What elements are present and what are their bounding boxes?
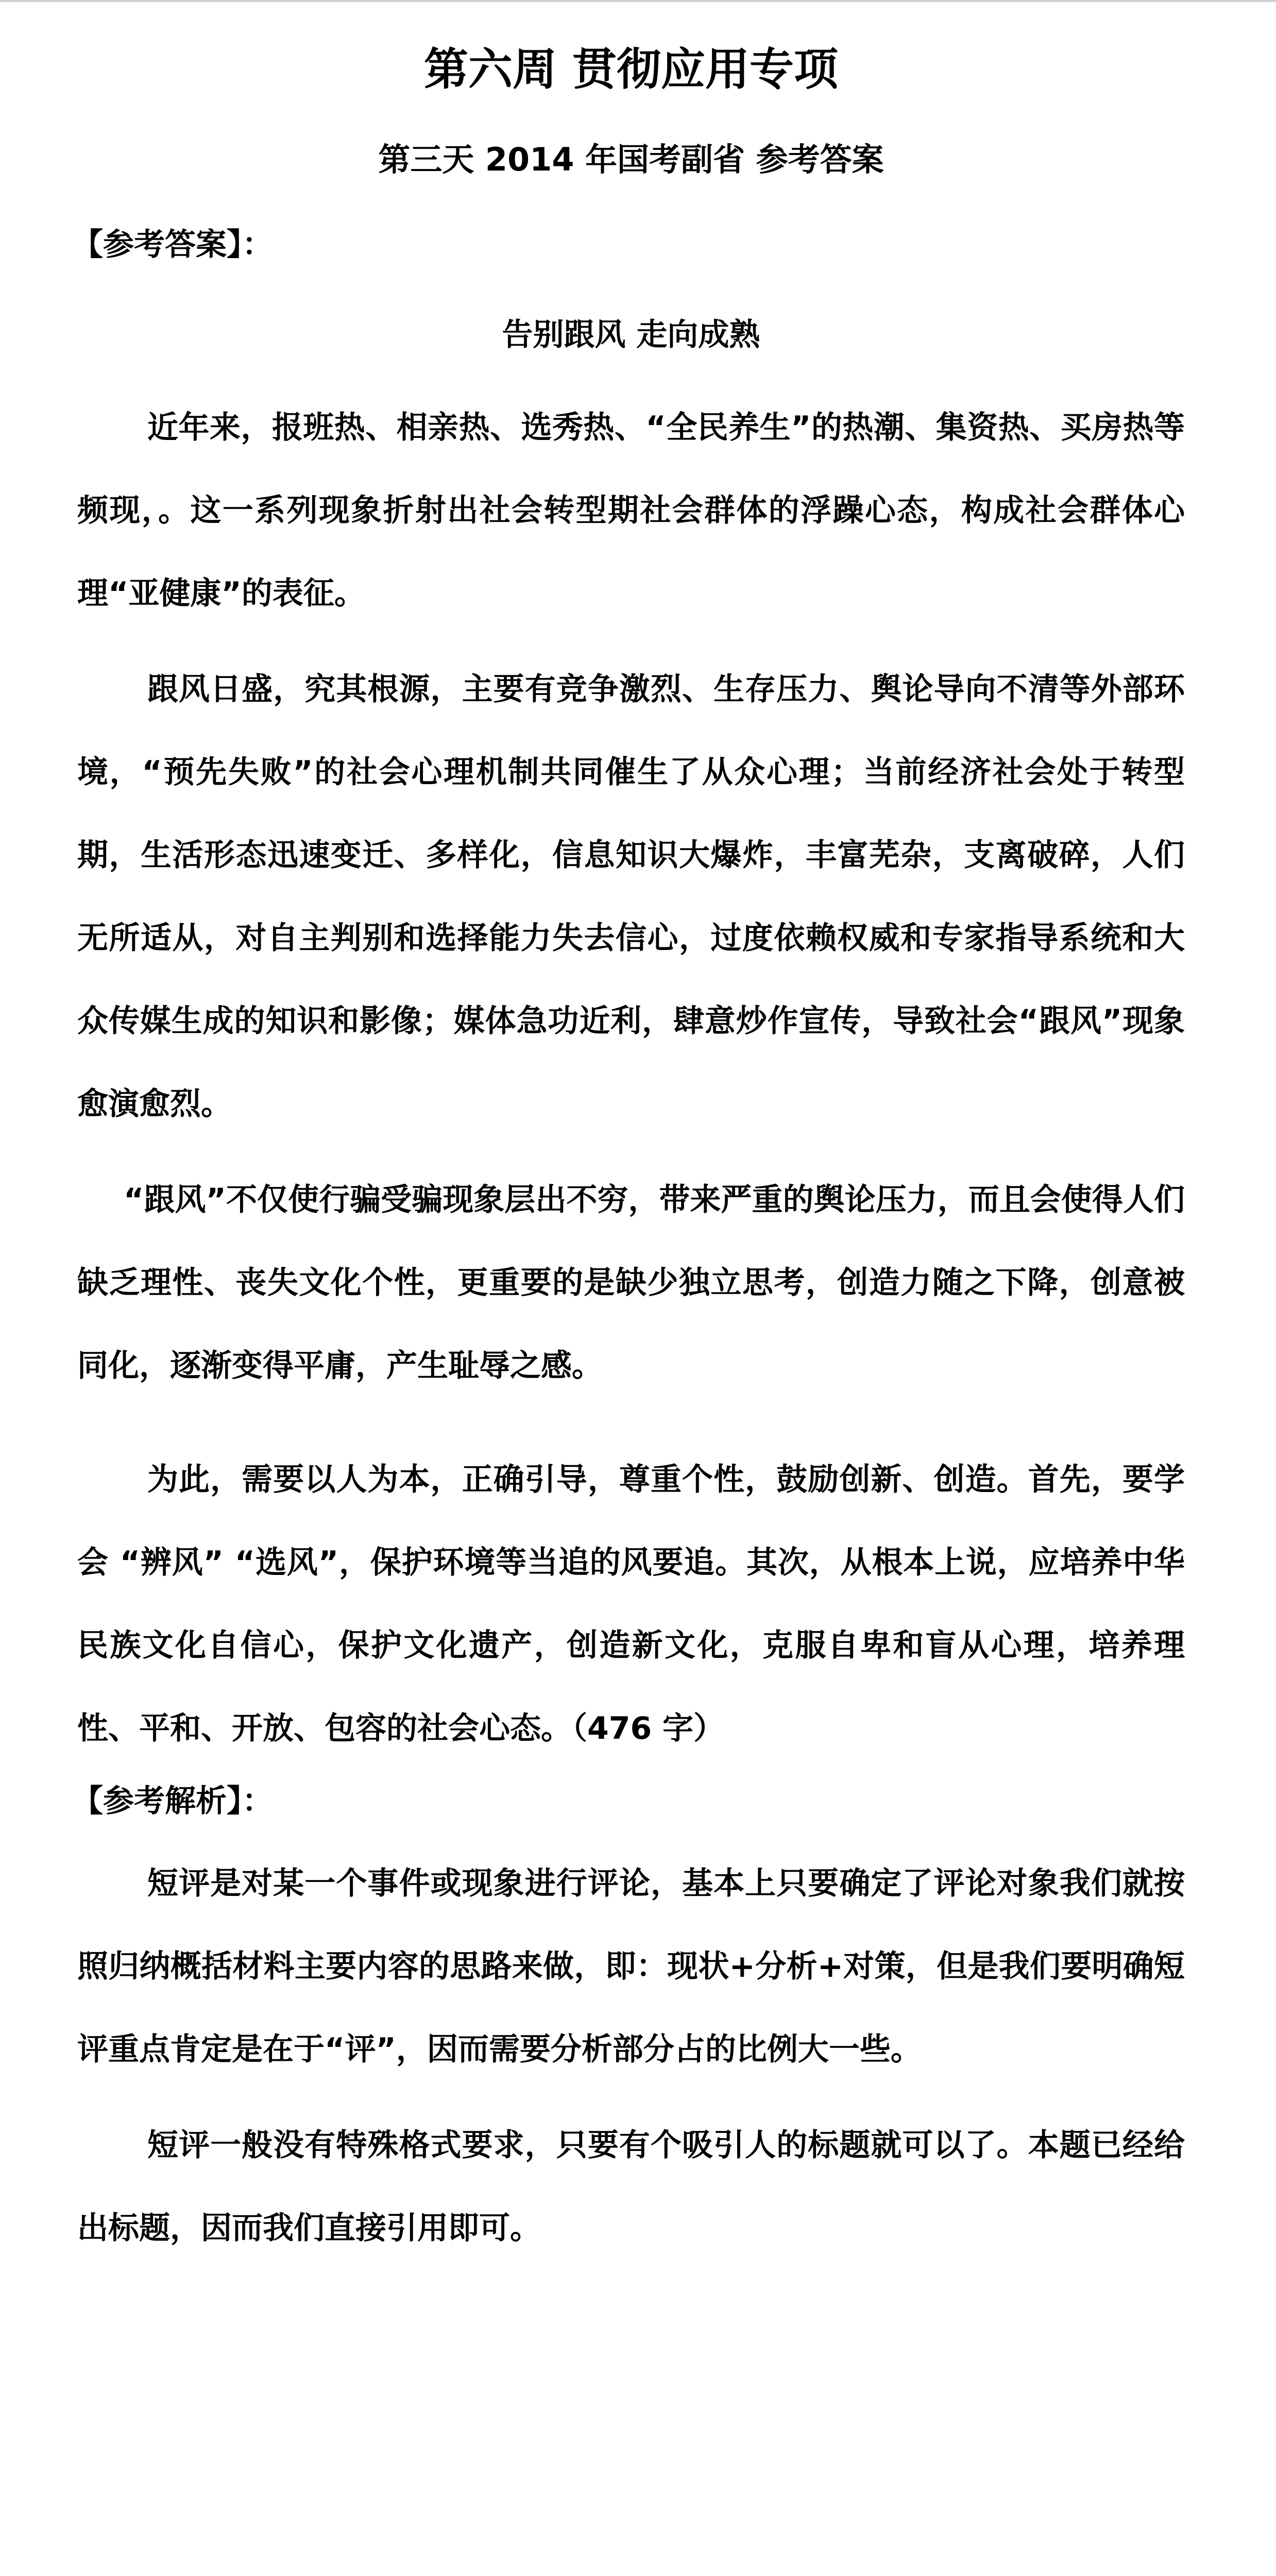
answer-paragraph: 近年来，报班热、相亲热、选秀热、“全民养生”的热潮、集资热、买房热等频现，。这一系列现象折射出社会转型期社会群体的浮躁心态，构成社会群体心理“亚健康”的表征。 (77, 410, 1185, 612)
answer-paragraph: “跟风”不仅使行骗受骗现象层出不穷，带来严重的舆论压力，而且会使得人们缺乏理性、丧失文化个性，更重要的是缺少独立思考，创造力随之下降，创意被同化，逐渐变得平庸，产生耻辱之感。 (77, 1182, 1185, 1384)
answer-paragraph: 跟风日盛，究其根源，主要有竞争激烈、生存压力、舆论导向不清等外部环境，“预先失败”的社会心理机制共同催生了从众心理；当前经济社会处于转型期，生活形态迅速变迁、多样化，信息知识大爆炸，丰富芜杂，支离破碎，人们无所适从，对自主判别和选择能力失去信心，过度依赖权威和专家指导系统和大众传媒生成的知识和影像；媒体急功近利，肆意炒作宣传，导致社会“跟风”现象愈演愈烈。 (77, 671, 1185, 1122)
analysis-paragraph: 短评是对某一个事件或现象进行评论，基本上只要确定了评论对象我们就按照归纳概括材料主要内容的思路来做，即：现状+分析+对策，但是我们要明确短评重点肯定是在于“评”，因而需要分析部分占的比例大一些。 (77, 1866, 1185, 2067)
answer-heading: 【参考答案】： (72, 227, 273, 263)
analysis-paragraph: 短评一般没有特殊格式要求，只要有个吸引人的标题就可以了。本题已经给出标题，因而我们直接引用即可。 (77, 2127, 1185, 2246)
document-subtitle: 第三天 2014 年国考副省 参考答案 (378, 141, 884, 178)
document-page (72, 31, 1185, 2270)
essay-title: 告别跟风 走向成熟 (502, 317, 760, 353)
analysis-heading: 【参考解析】： (72, 1783, 273, 1819)
document-title: 第六周 贯彻应用专项 (424, 44, 838, 95)
answer-paragraph: 为此，需要以人为本，正确引导，尊重个性，鼓励创新、创造。首先，要学会 “辨风” “选风”，保护环境等当追的风要追。其次，从根本上说，应培养中华民族文化自信心，保护文化遗产，创造新文化，克服自卑和盲从心理，培养理性、平和、开放、包容的社会心态。（476 字） (77, 1462, 1185, 1747)
top-divider (0, 0, 1276, 2)
